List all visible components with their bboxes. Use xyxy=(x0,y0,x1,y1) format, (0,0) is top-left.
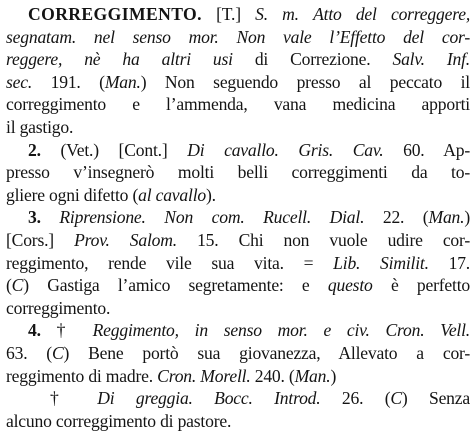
text-segment: ) Bene portò sua giovanezza, Allevato a cor- xyxy=(63,342,470,363)
text-segment: sec. xyxy=(6,71,33,92)
text-segment: ) xyxy=(330,365,337,386)
text-line xyxy=(6,206,470,229)
text-line xyxy=(6,161,470,184)
text-segment: ) xyxy=(464,207,470,228)
text-segment: Man. xyxy=(428,207,465,228)
dictionary-entry xyxy=(6,3,470,432)
text-segment: correggimento. xyxy=(6,297,111,318)
text-line xyxy=(6,48,470,71)
text-segment: ) Senza xyxy=(401,388,470,409)
text-segment: Reggimento, in senso mor. e civ. Cron. Vell. xyxy=(92,320,470,341)
text-segment: ). xyxy=(205,184,216,205)
text-segment: reggimento, rende vile sua vita. = xyxy=(6,252,334,273)
text-segment: 191. ( xyxy=(32,71,105,92)
text-segment: Di cavallo. Gris. Cav. xyxy=(187,139,384,160)
text-segment: 17. xyxy=(428,252,470,273)
text-segment: S. m. xyxy=(255,4,299,24)
text-line xyxy=(6,3,470,26)
text-line xyxy=(6,252,470,275)
text-segment: reggere, nè ha altri usi xyxy=(6,49,233,70)
text-segment: 3. xyxy=(28,207,41,228)
text-segment: C xyxy=(11,275,24,296)
text-segment: † xyxy=(40,320,93,341)
text-line xyxy=(6,26,470,49)
text-line xyxy=(6,184,470,207)
text-segment: Prov. Salom. xyxy=(74,229,177,250)
text-segment: Riprensione. Non com. Rucell. Dial. xyxy=(59,207,365,228)
text-segment: Di greggia. Bocc. Introd. xyxy=(97,388,321,409)
text-segment: ) Gastiga l’amico segretamente: e xyxy=(23,275,328,296)
text-segment: correggimento e l’ammenda, vana medicina apporti xyxy=(6,94,470,115)
text-line xyxy=(6,93,470,116)
text-line xyxy=(6,387,470,410)
text-line xyxy=(6,71,470,94)
text-segment: gliere ogni difetto ( xyxy=(6,184,139,205)
text-line xyxy=(6,410,470,432)
text-segment: il gastigo. xyxy=(6,116,74,137)
text-line xyxy=(6,229,470,252)
text-segment: Man. xyxy=(294,365,331,386)
text-segment: 15. Chi non vuole udire cor- xyxy=(176,229,470,250)
text-segment: 22. ( xyxy=(364,207,429,228)
text-segment: Lib. Similit. xyxy=(333,252,429,273)
text-segment: Salv. Inf. xyxy=(392,49,470,70)
text-segment: di Correzione. xyxy=(232,49,393,70)
text-segment: [Cors.] xyxy=(6,229,75,250)
text-segment: è perfetto xyxy=(372,275,470,296)
text-segment: segnatam. nel senso mor. Non vale l’Effetto del cor- xyxy=(6,26,470,47)
text-line xyxy=(6,297,470,320)
text-segment: al cavallo xyxy=(138,184,206,205)
text-segment: 26. ( xyxy=(320,388,391,409)
text-segment: reggimento di madre. xyxy=(6,365,158,386)
text-segment: alcuno correggimento di pastore. xyxy=(6,410,232,431)
text-line xyxy=(6,319,470,342)
text-segment: 4. xyxy=(28,320,41,341)
text-segment: presso v’insegnerò molti belli correggimenti da to- xyxy=(6,162,470,183)
text-segment xyxy=(41,207,60,227)
text-segment: C xyxy=(390,388,402,409)
text-line xyxy=(6,116,470,139)
text-line xyxy=(6,342,470,365)
text-segment: 240. ( xyxy=(250,365,295,386)
text-segment: ) Non seguendo presso al peccato il xyxy=(140,71,470,92)
text-segment: C xyxy=(51,342,64,363)
text-segment: Cron. Morell. xyxy=(157,365,251,386)
text-line xyxy=(6,139,470,162)
text-line xyxy=(6,274,470,297)
text-segment xyxy=(299,4,313,24)
text-segment: 2. xyxy=(28,139,41,160)
text-segment: ( xyxy=(6,275,12,296)
text-segment: [T.] xyxy=(201,4,256,24)
text-segment: (Vet.) [Cont.] xyxy=(40,139,188,160)
text-segment: 60. Ap- xyxy=(383,139,470,160)
text-segment: Atto del correggere, xyxy=(313,4,470,24)
text-segment: CORREGGIMENTO. xyxy=(28,4,202,24)
text-segment: questo xyxy=(327,275,373,296)
text-segment: † xyxy=(50,388,98,409)
text-line xyxy=(6,365,470,388)
text-segment: Man. xyxy=(104,71,141,92)
text-segment: 63. ( xyxy=(6,342,52,363)
